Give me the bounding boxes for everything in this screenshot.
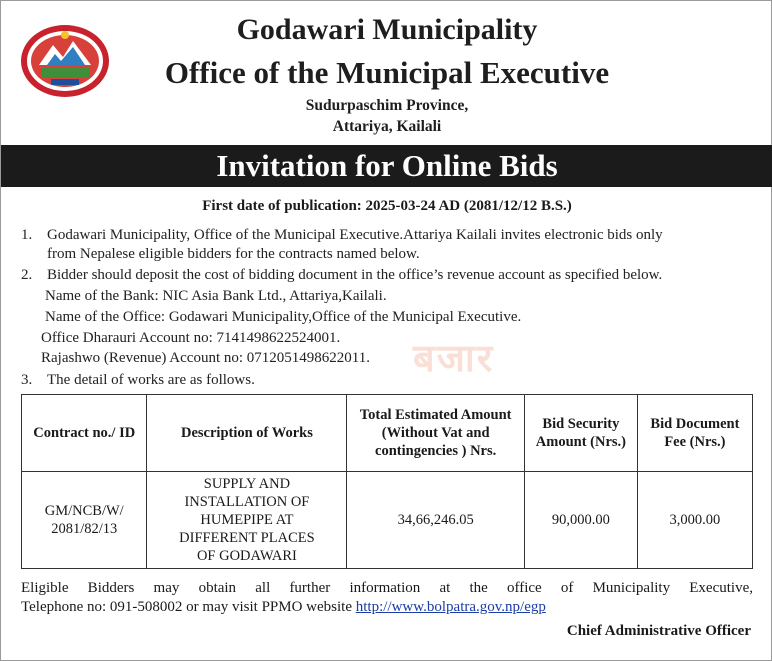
- header-estimated-amount: Total Estimated Amount (Without Vat and contingencies ) Nrs.: [347, 395, 525, 472]
- header-bid-security: Bid Security Amount (Nrs.): [524, 395, 637, 472]
- cell-estimated-amount: 34,66,246.05: [347, 472, 525, 569]
- footer-contact-text: Telephone no: 091-508002 or may visit PPMO website: [21, 599, 353, 615]
- cell-bid-security: 90,000.00: [524, 472, 637, 569]
- table-row: [22, 472, 753, 569]
- item-3-number: 3.: [21, 372, 33, 388]
- header-document-fee: Bid Document Fee (Nrs.): [637, 395, 752, 472]
- province-line: Sudurpaschim Province,: [305, 97, 469, 114]
- revenue-account: Rajashwo (Revenue) Account no: 0712051498622011.: [41, 350, 370, 366]
- signer-title: Chief Administrative Officer: [566, 623, 751, 639]
- item-2-number: 2.: [21, 267, 33, 283]
- footer-line-1: Eligible Bidders may obtain all further information at the office of Municipality Executive,: [21, 580, 753, 596]
- item-1-line-1: Godawari Municipality, Office of the Municipal Executive.Attariya Kailali invites electronic bids only: [47, 227, 663, 243]
- cell-contract-id: GM/NCB/W/ 2081/82/13: [22, 472, 147, 569]
- location-line: Attariya, Kailali: [332, 118, 442, 135]
- item-2-line-1: Bidder should deposit the cost of bidding document in the office’s revenue account as specified below.: [47, 267, 663, 283]
- item-1-number: 1.: [21, 227, 33, 243]
- table-header-row: [22, 395, 753, 472]
- cell-document-fee: 3,000.00: [637, 472, 752, 569]
- cell-description: SUPPLY AND INSTALLATION OF HUMEPIPE AT DIFFERENT PLACES OF GODAWARI: [147, 472, 347, 569]
- footer-line-2: [21, 598, 753, 617]
- office-name: Name of the Office: Godawari Municipality,Office of the Municipal Executive.: [45, 309, 522, 325]
- ppmo-website-link[interactable]: http://www.bolpatra.gov.np/egp: [355, 599, 546, 615]
- bid-table: [21, 394, 753, 569]
- publication-date: First date of publication: 2025-03-24 AD (2081/12/12 B.S.): [202, 198, 572, 214]
- municipality-name: Godawari Municipality: [236, 13, 538, 46]
- bank-name: Name of the Bank: NIC Asia Bank Ltd., Attariya,Kailali.: [45, 288, 387, 304]
- office-title: Office of the Municipal Executive: [164, 55, 610, 90]
- item-1-line-2: from Nepalese eligible bidders for the contracts named below.: [47, 246, 420, 262]
- dharauri-account: Office Dharauri Account no: 7141498622524001.: [41, 330, 341, 346]
- notice-banner: Invitation for Online Bids: [1, 145, 772, 187]
- item-3-line-1: The detail of works are as follows.: [47, 372, 255, 388]
- header-description: Description of Works: [147, 395, 347, 472]
- watermark: बजार: [413, 338, 495, 380]
- header-contract-id: Contract no./ ID: [22, 395, 147, 472]
